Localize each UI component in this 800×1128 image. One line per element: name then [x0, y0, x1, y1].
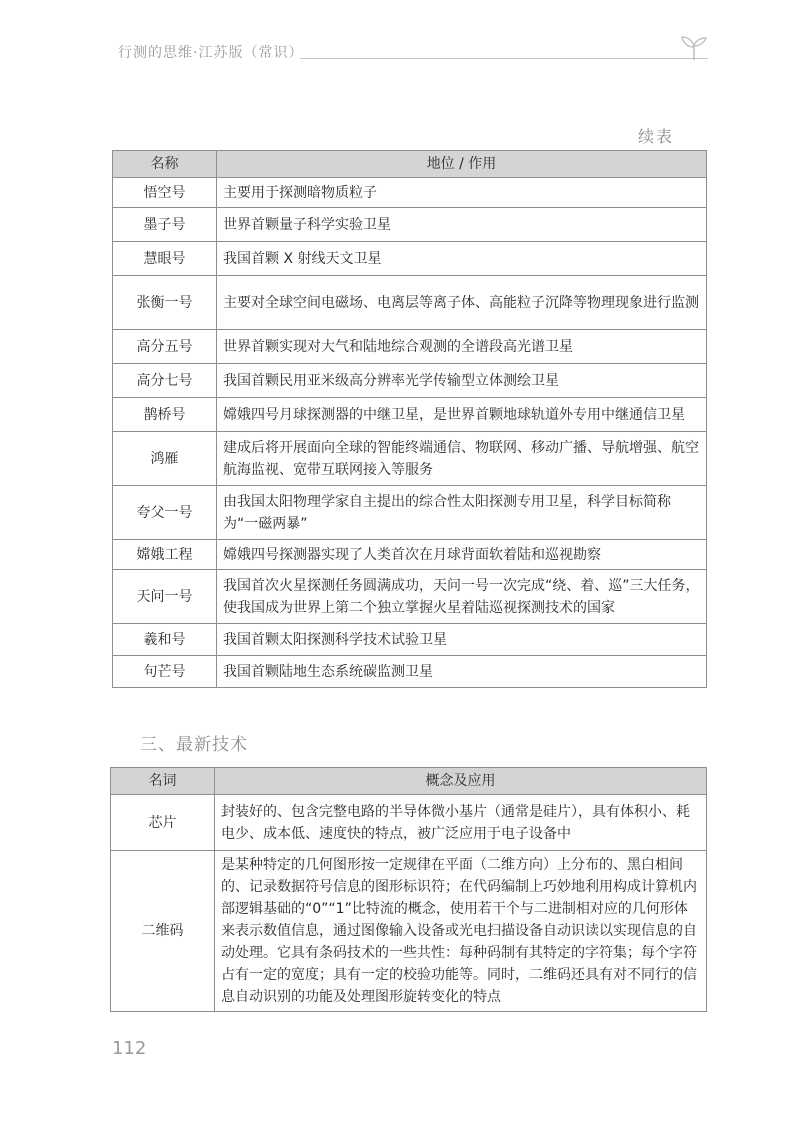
row-description: 封装好的、包含完整电路的半导体微小基片（通常是硅片），具有体积小、耗电少、成本低、速度快的特点，被广泛应用于电子设备中 [215, 795, 707, 851]
table-row [113, 486, 707, 540]
sprout-icon [676, 34, 712, 62]
row-name: 鸿雁 [113, 432, 217, 486]
row-name: 墨子号 [113, 208, 217, 242]
table-row [113, 656, 707, 688]
column-header-concept: 概念及应用 [215, 768, 707, 795]
row-name: 鹊桥号 [113, 398, 217, 432]
table-row [113, 398, 707, 432]
row-description: 我国首颗陆地生态系统碳监测卫星 [217, 656, 707, 688]
row-description: 我国首次火星探测任务圆满成功，天问一号一次完成“绕、着、巡”三大任务，使我国成为世界上第二个独立掌握火星着陆巡视探测技术的国家 [217, 570, 707, 624]
row-description: 建成后将开展面向全球的智能终端通信、物联网、移动广播、导航增强、航空航海监视、宽带互联网接入等服务 [217, 432, 707, 486]
row-name: 芯片 [111, 795, 215, 851]
table-row [113, 570, 707, 624]
row-name: 张衡一号 [113, 276, 217, 330]
row-name: 羲和号 [113, 624, 217, 656]
section-title: 三、最新技术 [140, 735, 248, 755]
table-row [113, 624, 707, 656]
table-row [113, 330, 707, 364]
satellites-table [112, 150, 707, 688]
table-row [113, 540, 707, 570]
row-name: 天问一号 [113, 570, 217, 624]
row-description: 由我国太阳物理学家自主提出的综合性太阳探测专用卫星，科学目标简称为“一磁两暴” [217, 486, 707, 540]
header-rule [300, 58, 708, 59]
row-name: 二维码 [111, 851, 215, 1012]
row-description: 嫦娥四号探测器实现了人类首次在月球背面软着陆和巡视勘察 [217, 540, 707, 570]
row-name: 句芒号 [113, 656, 217, 688]
table-row [111, 851, 707, 1012]
row-name: 高分七号 [113, 364, 217, 398]
row-description: 世界首颗实现对大气和陆地综合观测的全谱段高光谱卫星 [217, 330, 707, 364]
table-row [111, 795, 707, 851]
row-description: 嫦娥四号月球探测器的中继卫星，是世界首颗地球轨道外专用中继通信卫星 [217, 398, 707, 432]
row-description: 世界首颗量子科学实验卫星 [217, 208, 707, 242]
row-description: 是某种特定的几何图形按一定规律在平面（二维方向）上分布的、黑白相间的、记录数据符号信息的图形标识符；在代码编制上巧妙地利用构成计算机内部逻辑基础的“0”“1”比特流的概念，使用若干个与二进制相对应的几何形体来表示数值信息，通过图像输入设备或光电扫描设备自动识读以实现信息的自动处理。它具有条码技术的一些共性：每种码制有其特定的字符集；每个字符占有一定的宽度；具有一定的校验功能等。同时，二维码还具有对不同行的信息自动识别的功能及处理图形旋转变化的特点 [215, 851, 707, 1012]
column-header-term: 名词 [111, 768, 215, 795]
row-name: 高分五号 [113, 330, 217, 364]
row-description: 主要用于探测暗物质粒子 [217, 178, 707, 208]
table-header-row [113, 151, 707, 178]
row-description: 我国首颗 X 射线天文卫星 [217, 242, 707, 276]
row-description: 我国首颗太阳探测科学技术试验卫星 [217, 624, 707, 656]
row-name: 悟空号 [113, 178, 217, 208]
running-header: 行测的思维·江苏版（常识） [118, 45, 304, 61]
row-name: 嫦娥工程 [113, 540, 217, 570]
row-description: 主要对全球空间电磁场、电离层等离子体、高能粒子沉降等物理现象进行监测 [217, 276, 707, 330]
table-row [113, 432, 707, 486]
table-row [113, 242, 707, 276]
column-header-role: 地位 / 作用 [217, 151, 707, 178]
row-description: 我国首颗民用亚米级高分辨率光学传输型立体测绘卫星 [217, 364, 707, 398]
technology-table [110, 767, 707, 1012]
table-row [113, 178, 707, 208]
table-row [113, 208, 707, 242]
table-header-row [111, 768, 707, 795]
row-name: 夸父一号 [113, 486, 217, 540]
page-number: 112 [112, 1038, 147, 1059]
table-row [113, 276, 707, 330]
column-header-name: 名称 [113, 151, 217, 178]
continued-label: 续表 [638, 127, 675, 146]
row-name: 慧眼号 [113, 242, 217, 276]
table-row [113, 364, 707, 398]
